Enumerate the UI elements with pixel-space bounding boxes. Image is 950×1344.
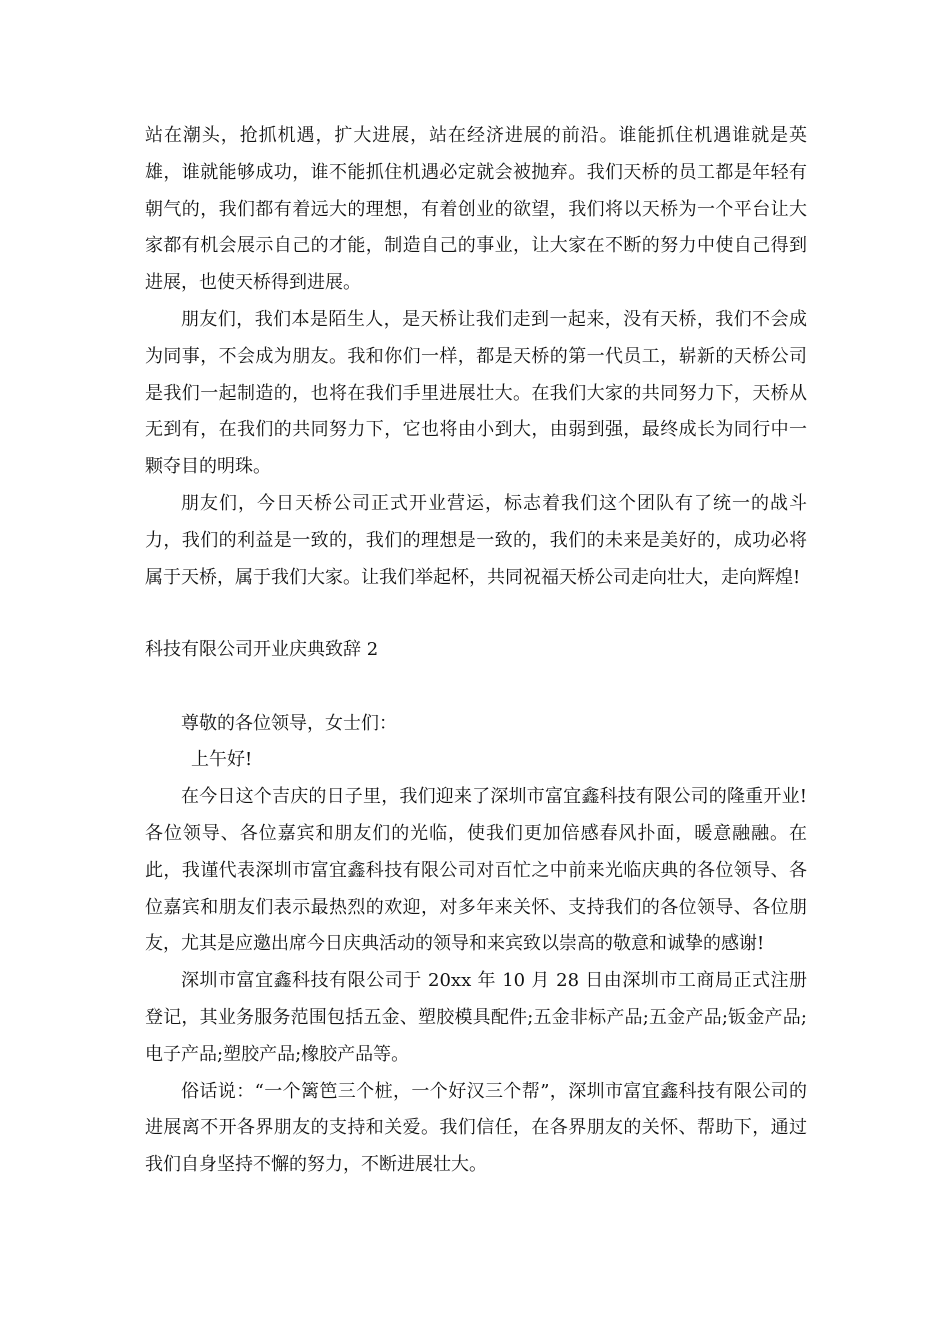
paragraph-celebration: 在今日这个吉庆的日子里，我们迎来了深圳市富宜鑫科技有限公司的隆重开业!各位领导、各位嘉宾和朋友们的光临，使我们更加倍感春风扑面，暖意融融。在此，我谨代表深圳市富宜鑫科技有限公司对百忙之中前来光临庆典的各位领导、各位嘉宾和朋友们表示最热烈的欢迎，对多年来关怀、支持我们的各位领导、各位朋友，尤其是应邀出席今日庆典活动的领导和来宾致以崇高的敬意和诚挚的感谢! xyxy=(145,786,807,955)
blank-line xyxy=(145,669,807,706)
speech-part-one xyxy=(145,118,807,596)
speech-part-two xyxy=(145,632,807,1184)
paragraph-friends-strangers: 朋友们，我们本是陌生人，是天桥让我们走到一起来，没有天桥，我们不会成为同事，不会成为朋友。我和你们一样，都是天桥的第一代员工，崭新的天桥公司是我们一起制造的，也将在我们手里进展壮大。在我们大家的共同努力下，天桥从无到有，在我们的共同努力下，它也将由小到大，由弱到强，最终成长为同行中一颗夺目的明珠。 xyxy=(145,308,807,478)
paragraph-company-intro: 深圳市富宜鑫科技有限公司于 20xx 年 10 月 28 日由深圳市工商局正式注册登记，其业务服务范围包括五金、塑胶模具配件;五金非标产品;五金产品;钣金产品;电子产品;塑胶产品;橡胶产品等。 xyxy=(145,970,807,1065)
paragraph-continued: 站在潮头，抢抓机遇，扩大进展，站在经济进展的前沿。谁能抓住机遇谁就是英雄，谁就能够成功，谁不能抓住机遇必定就会被抛弃。我们天桥的员工都是年轻有朝气的，我们都有着远大的理想，有着创业的欲望，我们将以天桥为一个平台让大家都有机会展示自己的才能，制造自己的事业，让大家在不断的努力中使自己得到进展，也使天桥得到进展。 xyxy=(145,125,807,294)
paragraph-proverb: 俗话说：“一个篱笆三个桩，一个好汉三个帮”，深圳市富宜鑫科技有限公司的进展离不开各界朋友的支持和关爱。我们信任，在各界朋友的关怀、帮助下，通过我们自身坚持不懈的努力，不断进展壮大。 xyxy=(145,1080,807,1176)
section-title: 科技有限公司开业庆典致辞 2 xyxy=(145,639,379,660)
paragraph-friends-opening: 朋友们，今日天桥公司正式开业营运，标志着我们这个团队有了统一的战斗力，我们的利益是一致的，我们的理想是一致的，我们的未来是美好的，成功必将属于天桥，属于我们大家。让我们举起杯，共同祝福天桥公司走向壮大，走向辉煌! xyxy=(145,492,807,588)
greeting: 上午好! xyxy=(191,749,253,771)
salutation: 尊敬的各位领导，女士们： xyxy=(181,712,397,734)
